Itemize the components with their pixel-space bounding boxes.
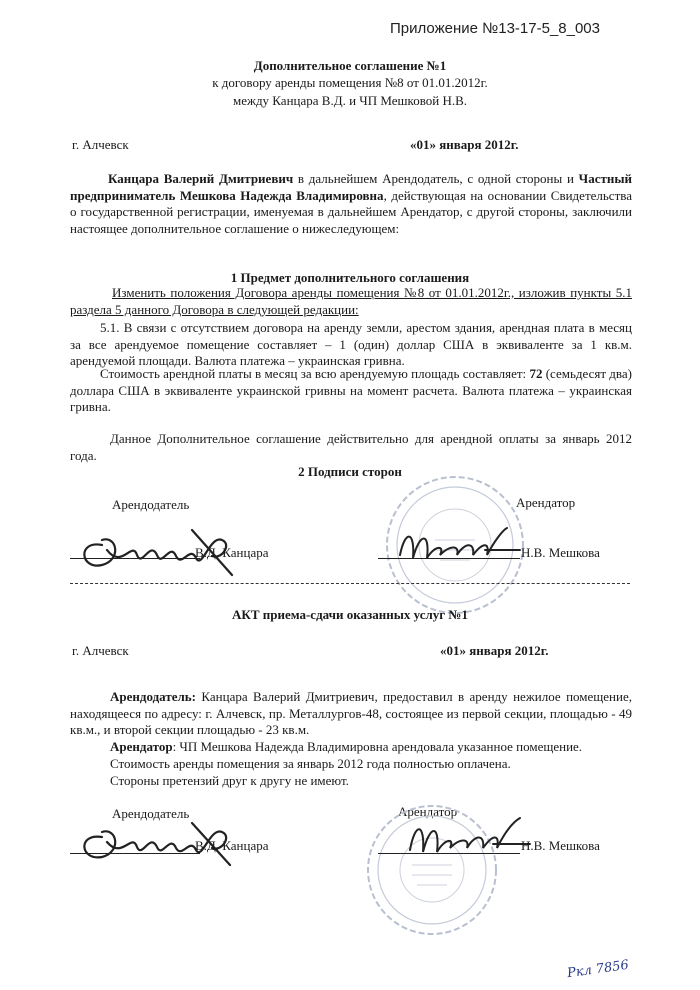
act-landlord-label: Арендодатель: [112, 806, 190, 821]
act-date: «01» января 2012г.: [440, 643, 549, 658]
intro-text1: в дальнейшем Арендодатель, с одной стороны и: [293, 171, 579, 186]
agreement-subtitle-contract: к договору аренды помещения №8 от 01.01.2012г.: [212, 75, 488, 90]
act-paragraph-claims: Стороны претензий друг к другу не имеют.: [110, 773, 349, 788]
annex-number: Приложение №13-17-5_8_003: [390, 20, 600, 37]
act-paragraph-payment: Стоимость аренды помещения за январь 2012 года полностью оплачена.: [110, 756, 511, 771]
party1-name: Канцара Валерий Дмитриевич: [108, 171, 294, 186]
act-p1-text: Канцара Валерий Дмитриевич, предоставил в аренду нежилое помещение, находящееся по адресу: г. Алчевск, пр. Металлургов-48, состоящее из первой секции, площадью - 49 кв.м., и второй секции площадью - 23 кв.м.: [70, 689, 632, 737]
act-landlord-name: В.Д. Канцара: [195, 838, 269, 853]
act-tenant-name: Н.В. Мешкова: [521, 838, 600, 853]
registry-note: Ркл 7856: [566, 957, 630, 982]
act-city: г. Алчевск: [72, 643, 129, 658]
validity-paragraph: Данное Дополнительное соглашение действительно для арендной оплаты за январь 2012 года.: [70, 431, 632, 463]
section1-lead: Изменить положения Договора аренды помещения №8 от 01.01.2012г., изложив пункты 5.1 раздела 5 данного Договора в следующей редакции:: [70, 285, 632, 317]
section1-title: 1 Предмет дополнительного соглашения: [230, 270, 470, 285]
intro-text2: , действующая на основании Свидетельства о государственной регистрации, именуемая в дальнейшем Арендатор, с другой стороны, заключили настоящее дополнительное соглашение о нижеследующем:: [70, 187, 632, 236]
cost-pre: Стоимость арендной платы в месяц за всю арендуемую площадь составляет:: [100, 366, 530, 381]
section2-title: 2 Подписи сторон: [298, 464, 402, 479]
agreement-tenant-name: Н.В. Мешкова: [521, 545, 600, 560]
act-title: АКТ приема-сдачи оказанных услуг №1: [232, 607, 468, 622]
clause-5-1: 5.1. В связи с отсутствием договора на аренду земли, арестом здания, арендная плата в месяц за все арендуемое помещение составляет – 1 (один) доллар США в эквиваленте за 1 кв.м. арендуемой площади. Валюта платежа – украинская гривна.: [70, 320, 632, 368]
act-p2-text: : ЧП Мешкова Надежда Владимировна арендовала указанное помещение.: [172, 739, 583, 754]
act-tenant-signature: [405, 810, 535, 865]
agreement-date: «01» января 2012г.: [410, 137, 519, 152]
agreement-title: Дополнительное соглашение №1: [253, 58, 447, 73]
agreement-intro: [70, 171, 632, 237]
party2-name: Частный предприниматель Мешкова Надежда Владимировна: [70, 171, 632, 203]
agreement-landlord-name: В.Д. Канцара: [195, 545, 269, 560]
dashed-divider: [70, 583, 630, 584]
act-paragraph-tenant: [110, 739, 582, 755]
cost-paragraph: [70, 366, 632, 416]
act-tenant-label-inline: Арендатор: [110, 739, 173, 754]
act-tenant-label: Арендатор: [398, 804, 458, 819]
agreement-landlord-label: Арендодатель: [112, 497, 190, 512]
agreement-subtitle-parties: между Канцара В.Д. и ЧП Мешковой Н.В.: [232, 93, 468, 108]
agreement-city: г. Алчевск: [72, 137, 129, 152]
agreement-tenant-label: Арендатор: [516, 495, 576, 510]
act-paragraph-landlord: [70, 689, 632, 739]
agreement-tenant-signature: [395, 520, 525, 570]
cost-post: (семьдесят два) доллара США в эквиваленте украинской гривны на момент расчета. Валюта платежа – украинская гривна.: [70, 366, 632, 414]
act-landlord-label-inline: Арендодатель:: [110, 689, 196, 704]
cost-number: 72: [529, 366, 543, 381]
